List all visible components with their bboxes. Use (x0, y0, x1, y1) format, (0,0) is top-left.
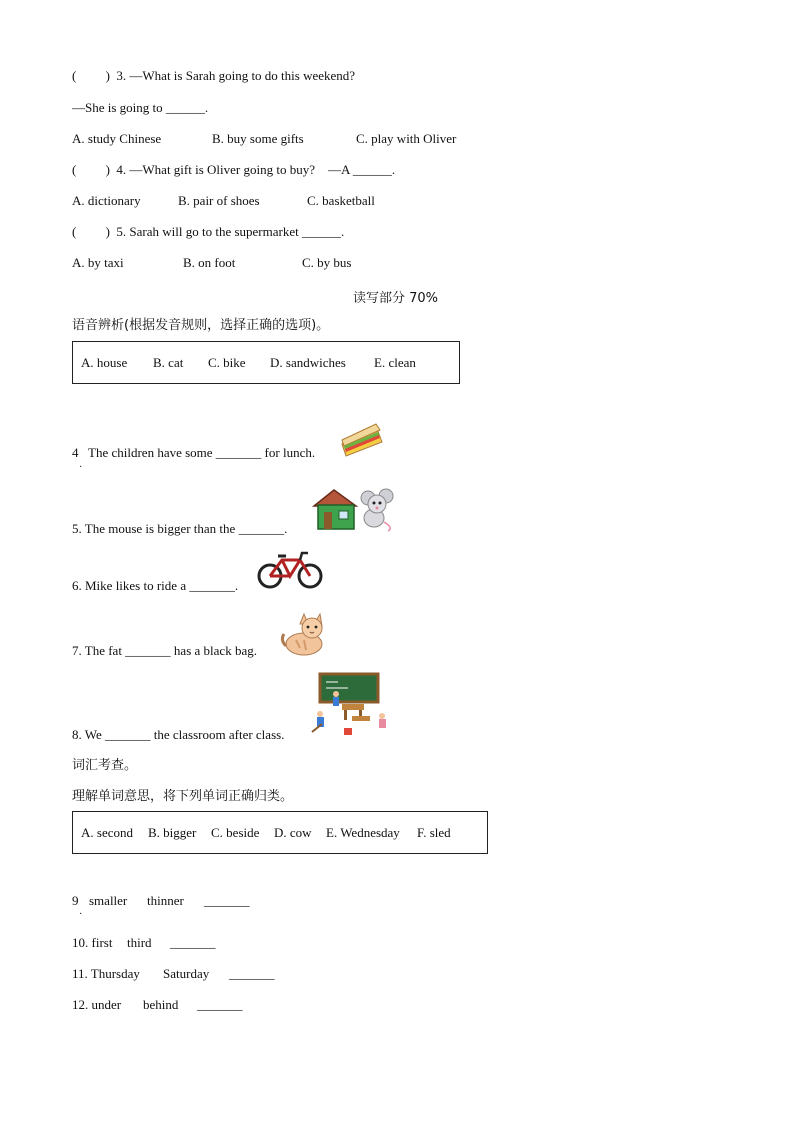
house-and-mouse-icon (312, 484, 394, 532)
vocabulary-options-box (72, 811, 488, 854)
phonics-option-a: A. house (81, 355, 128, 370)
answer-blank: _______ (229, 966, 275, 981)
option-c: C. basketball (307, 193, 375, 208)
cat-icon (278, 610, 326, 656)
phonics-question-4: 4 The children have some _______ for lunch. (72, 445, 316, 460)
vocab-option-e: E. Wednesday (326, 825, 400, 840)
option-c: C. play with Oliver (356, 131, 457, 146)
word-1: behind (143, 997, 179, 1012)
sandwich-icon (338, 422, 384, 460)
word-1: third (127, 935, 152, 950)
phonics-instruction: 语音辨析(根据发音规则，选择正确的选项)。 (72, 318, 330, 333)
answer-blank: _______ (170, 935, 216, 950)
question-5: ( ) 5. Sarah will go to the supermarket ______. (72, 224, 345, 239)
word-1: Saturday (163, 966, 210, 981)
answer-blank: _______ (197, 997, 243, 1012)
phonics-question-8: 8. We _______ the classroom after class. (72, 727, 285, 742)
option-a: A. study Chinese (72, 131, 162, 146)
vocab-option-b: B. bigger (148, 825, 197, 840)
phonics-option-b: B. cat (153, 355, 184, 370)
vocab-option-c: C. beside (211, 825, 260, 840)
stray-dot: · (79, 462, 83, 473)
vocab-option-f: F. sled (417, 825, 451, 840)
question-number: 12. under (72, 997, 122, 1012)
option-b: B. buy some gifts (212, 131, 304, 146)
option-b: B. pair of shoes (178, 193, 260, 208)
vocabulary-instruction: 理解单词意思，将下列单词正确归类。 (72, 789, 294, 804)
children-cleaning-classroom-icon (308, 672, 390, 738)
word-1: smaller (89, 893, 128, 908)
answer-blank: _______ (204, 893, 250, 908)
option-c: C. by bus (302, 255, 352, 270)
question-3-answer-line: —She is going to ______. (72, 100, 209, 115)
section-title: 读写部分 70% (353, 291, 439, 306)
phonics-question-5: 5. The mouse is bigger than the _______. (72, 521, 288, 536)
question-number: 10. first (72, 935, 113, 950)
bicycle-icon (256, 548, 324, 590)
vocab-option-a: A. second (81, 825, 133, 840)
question-4: ( ) 4. —What gift is Oliver going to buy? —A ______. (72, 162, 396, 177)
question-3: ( ) 3. —What is Sarah going to do this weekend? (72, 68, 356, 83)
question-number: 9 (72, 893, 79, 908)
vocabulary-title: 词汇考查。 (72, 758, 138, 773)
phonics-options-box (72, 341, 460, 384)
phonics-question-6: 6. Mike likes to ride a _______. (72, 578, 239, 593)
word-2: thinner (147, 893, 184, 908)
option-a: A. by taxi (72, 255, 124, 270)
option-a: A. dictionary (72, 193, 141, 208)
option-b: B. on foot (183, 255, 236, 270)
phonics-question-7: 7. The fat _______ has a black bag. (72, 643, 257, 658)
phonics-option-d: D. sandwiches (270, 355, 346, 370)
stray-dot: · (79, 909, 83, 920)
phonics-option-c: C. bike (208, 355, 246, 370)
phonics-option-e: E. clean (374, 355, 416, 370)
question-number: 11. Thursday (72, 966, 140, 981)
vocab-option-d: D. cow (274, 825, 312, 840)
